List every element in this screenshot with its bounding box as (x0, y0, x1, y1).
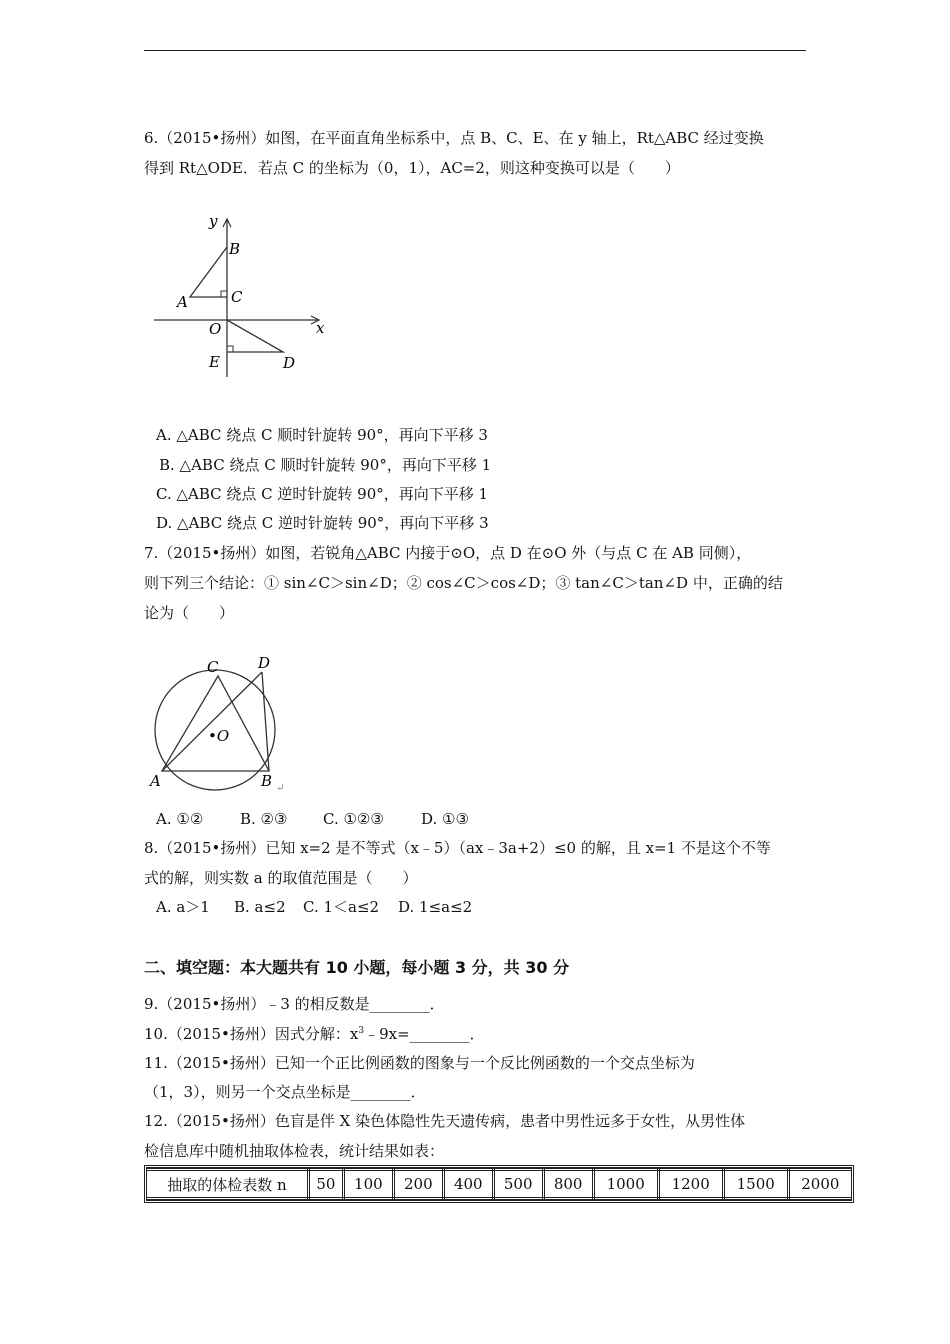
q8-option-d: D. 1≤a≤2 (398, 898, 473, 916)
label-d: D (258, 654, 271, 672)
return-mark-icon: ↵ (276, 783, 285, 794)
q6-option-d: D. △ABC 绕点 C 逆时针旋转 90°，再向下平移 3 (156, 514, 489, 532)
q6-option-c: C. △ABC 绕点 C 逆时针旋转 90°，再向下平移 1 (156, 485, 489, 503)
table-row (147, 1170, 851, 1199)
q10-text (144, 1024, 485, 1044)
triangle-ode (227, 320, 283, 352)
table-cell: 800 (543, 1170, 593, 1199)
header-rule (144, 50, 806, 51)
q10-exponent: 3 (358, 1026, 365, 1036)
label-b: B (261, 772, 273, 790)
q12-table (144, 1165, 854, 1203)
table-cell: 50 (309, 1170, 344, 1199)
q7-line1: 7.（2015•扬州）如图，若锐角△ABC 内接于⊙O，点 D 在⊙O 外（与点 C 在 AB 同侧）， (144, 544, 752, 562)
triangle-abc (190, 247, 227, 297)
segment-bd (262, 672, 269, 771)
q8-line1: 8.（2015•扬州）已知 x=2 是不等式（x﹣5）（ax﹣3a+2）≤0 的解，且 x=1 不是这个不等 (144, 839, 771, 857)
q7-line3: 论为（ ） (144, 604, 235, 622)
table-cell: 1500 (723, 1170, 788, 1199)
q6-option-a: A. △ABC 绕点 C 顺时针旋转 90°，再向下平移 3 (156, 426, 488, 444)
q7-figure (145, 650, 290, 800)
table-cell: 400 (443, 1170, 493, 1199)
q12-table-grid (147, 1168, 851, 1200)
q6-figure (150, 210, 340, 385)
q6-line2: 得到 Rt△ODE．若点 C 的坐标为（0，1），AC=2，则这种变换可以是（ ） (144, 159, 680, 177)
table-cell: 100 (343, 1170, 393, 1199)
q12-line2: 检信息库中随机抽取体检表，统计结果如表： (144, 1142, 445, 1160)
table-cell: 2000 (788, 1170, 851, 1199)
label-e: E (209, 353, 220, 371)
label-y: y (209, 212, 218, 230)
q12-line1: 12.（2015•扬州）色盲是伴 X 染色体隐性先天遗传病，患者中男性远多于女性，从男性体 (144, 1112, 746, 1130)
label-a: A (150, 772, 161, 790)
q7-option-a: A. ①② (156, 810, 204, 828)
triangle-abc (162, 676, 269, 771)
q10-suffix: ﹣9x=________． (364, 1025, 485, 1043)
q7-line2: 则下列三个结论：① sin∠C＞sin∠D；② cos∠C＞cos∠D；③ tan∠C＞tan∠D 中，正确的结 (144, 574, 783, 592)
label-c: C (231, 288, 243, 306)
table-cell: 1200 (658, 1170, 723, 1199)
label-d: D (283, 354, 296, 372)
q7-option-b: B. ②③ (240, 810, 288, 828)
table-cell: 200 (393, 1170, 443, 1199)
label-o: O (209, 320, 222, 338)
q11-line2: （1，3），则另一个交点坐标是________． (144, 1083, 426, 1101)
q8-option-a: A. a＞1 (156, 898, 210, 916)
label-a: A (177, 293, 188, 311)
q6-line1: 6.（2015•扬州）如图，在平面直角坐标系中，点 B、C、E、在 y 轴上，Rt△ABC 经过变换 (144, 129, 764, 147)
q8-option-c: C. 1＜a≤2 (303, 898, 380, 916)
label-b: B (229, 240, 241, 258)
q9-text: 9.（2015•扬州）﹣3 的相反数是________． (144, 995, 445, 1013)
section-heading: 二、填空题：本大题共有 10 小题，每小题 3 分，共 30 分 (144, 958, 570, 977)
q11-line1: 11.（2015•扬州）已知一个正比例函数的图象与一个反比例函数的一个交点坐标为 (144, 1054, 695, 1072)
right-angle-e (227, 346, 233, 352)
label-c: C (207, 658, 219, 676)
label-o: •O (208, 727, 230, 745)
table-header-cell: 抽取的体检表数 n (147, 1170, 309, 1199)
q8-option-b: B. a≤2 (234, 898, 286, 916)
label-x: x (316, 319, 325, 337)
right-angle-c (221, 291, 227, 297)
q7-option-c: C. ①②③ (323, 810, 384, 828)
q6-option-b: B. △ABC 绕点 C 顺时针旋转 90°，再向下平移 1 (159, 456, 492, 474)
q10-prefix: 10.（2015•扬州）因式分解：x (144, 1025, 359, 1043)
q7-option-d: D. ①③ (421, 810, 469, 828)
table-cell: 1000 (593, 1170, 658, 1199)
q8-line2: 式的解，则实数 a 的取值范围是（ ） (144, 869, 418, 887)
table-cell: 500 (493, 1170, 543, 1199)
